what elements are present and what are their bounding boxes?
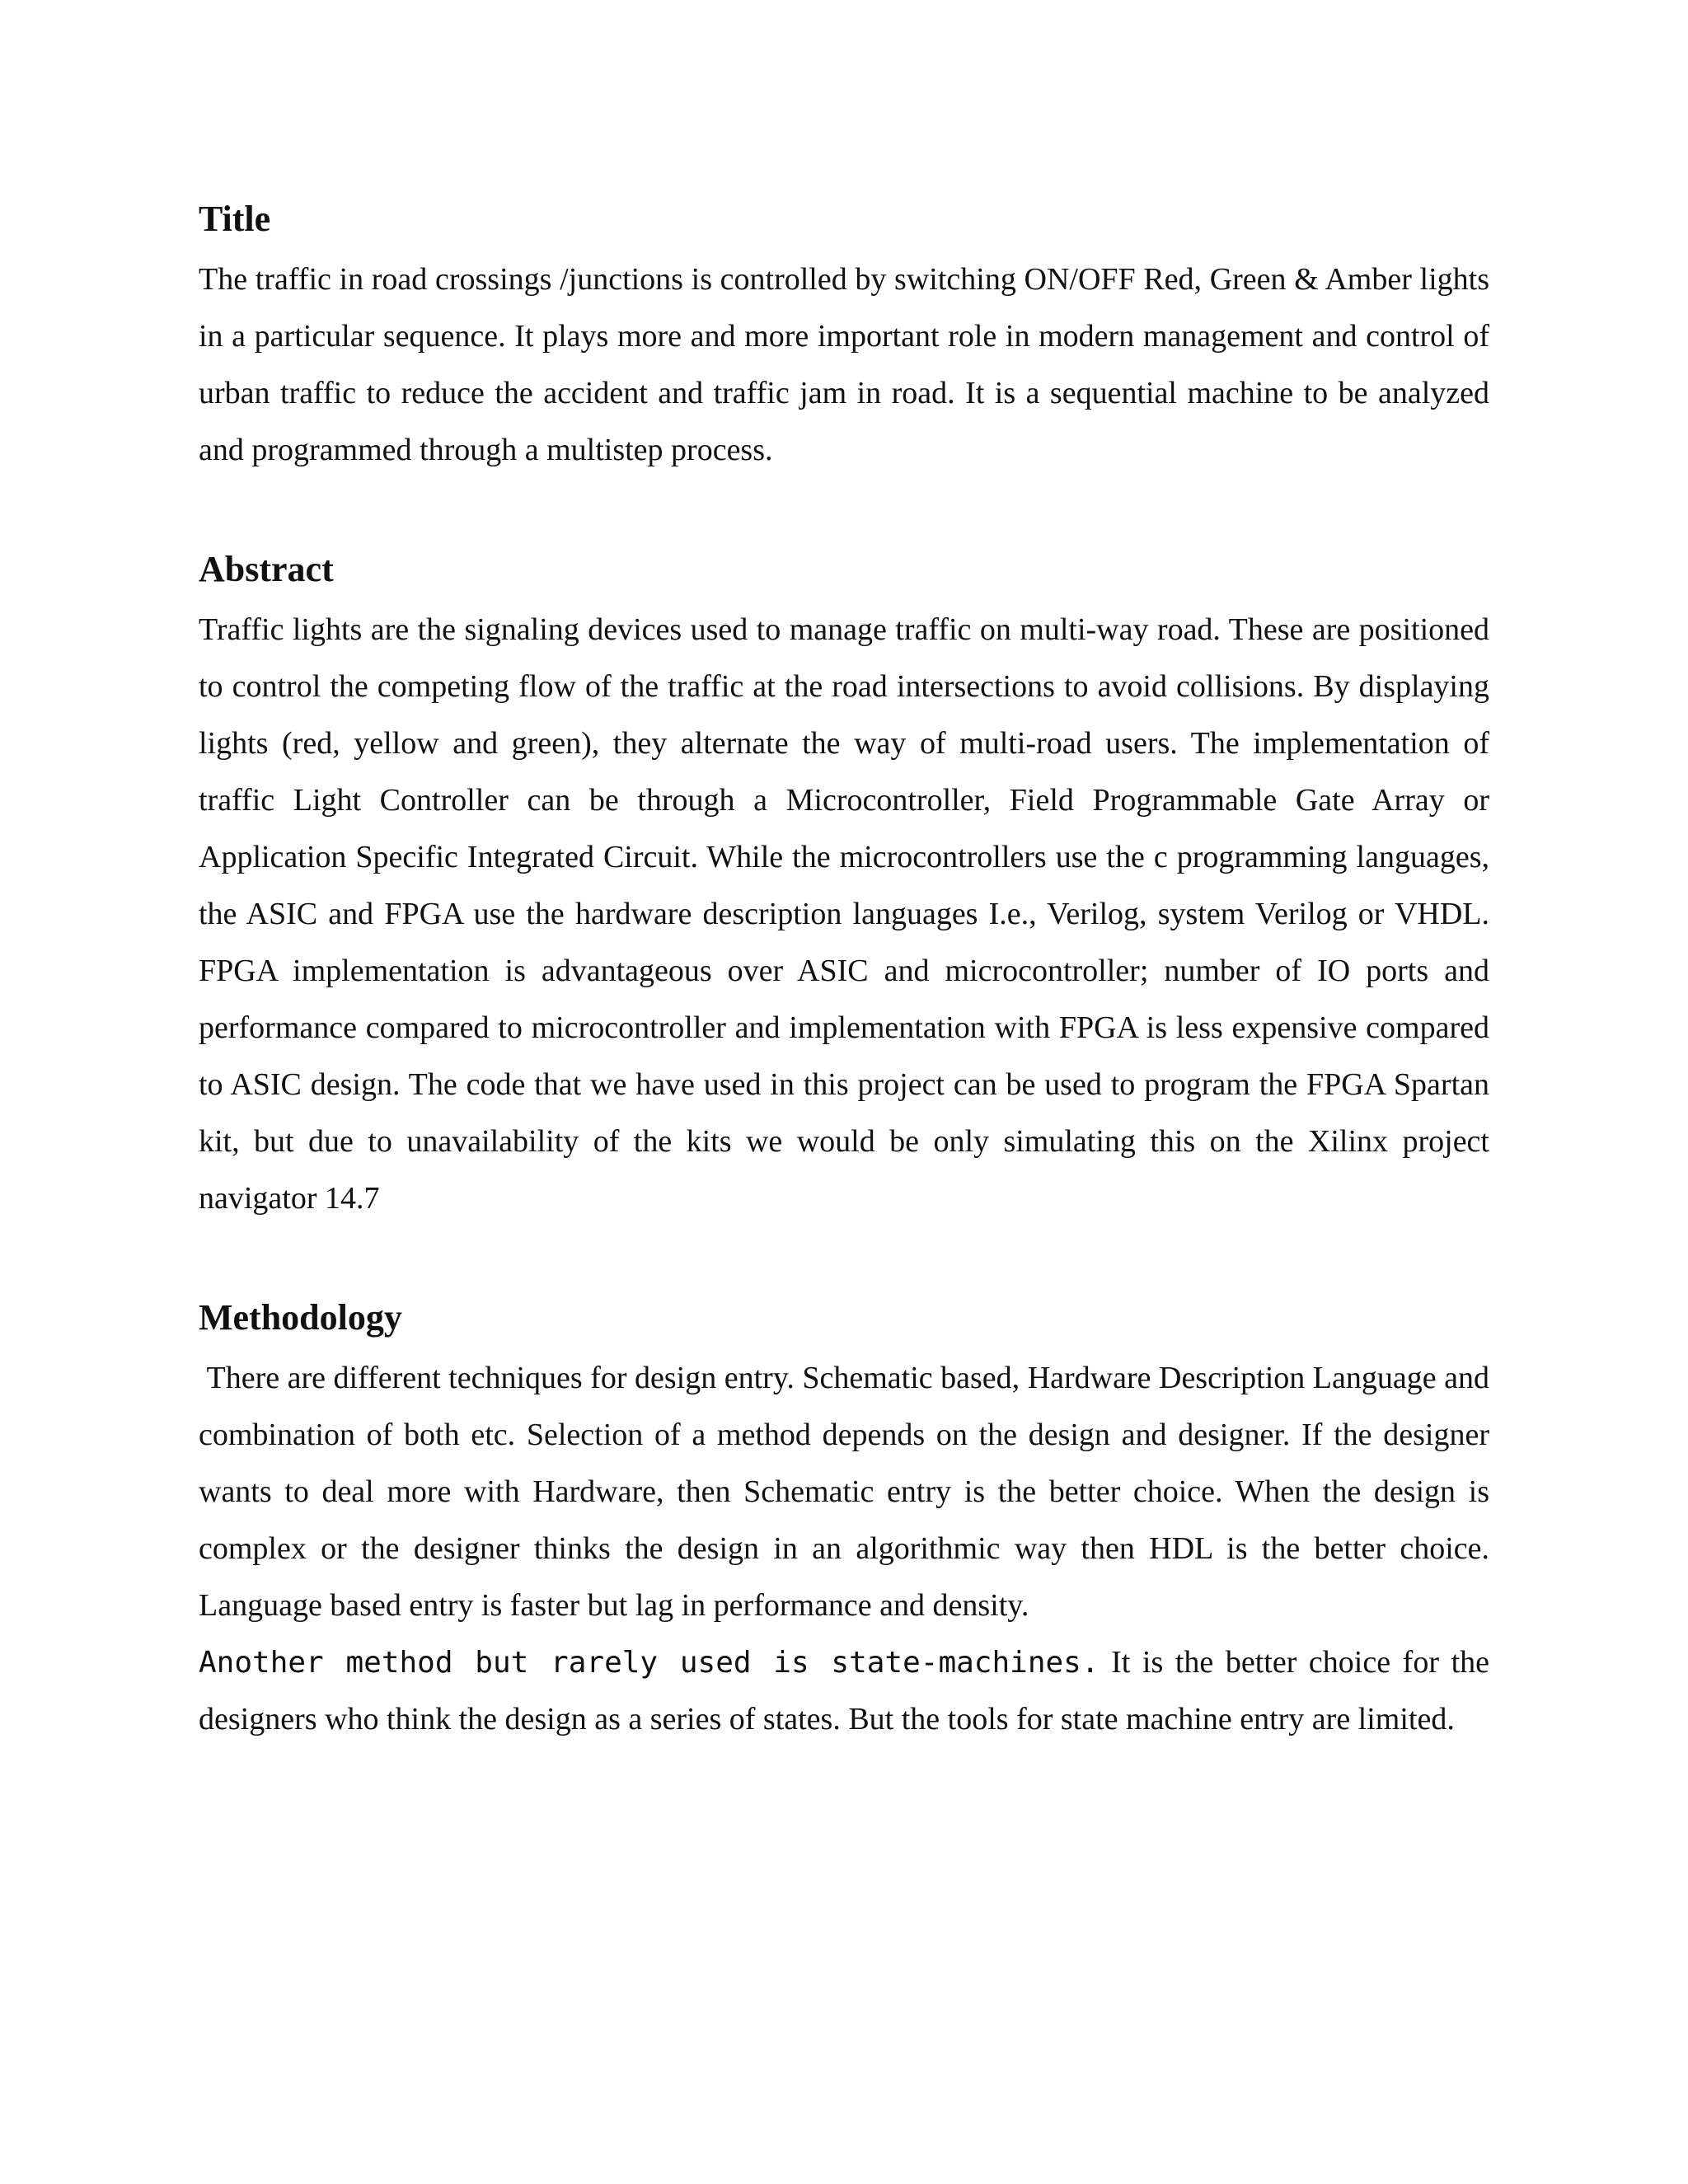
- abstract-paragraph: Traffic lights are the signaling devices used to manage traffic on multi-way road. These are positioned to control the competing flow of the traffic at the road intersections to avoid collisions. By displaying lights (red, yellow and green), they alternate the way of multi-road users. The implementation of traffic Light Controller can be through a Microcontroller, Field Programmable Gate Array or Application Specific Integrated Circuit. While the microcontrollers use the c programming languages, the ASIC and FPGA use the hardware description languages I.e., Verilog, system Verilog or VHDL. FPGA implementation is advantageous over ASIC and microcontroller; number of IO ports and performance compared to microcontroller and implementation with FPGA is less expensive compared to ASIC design. The code that we have used in this project can be used to program the FPGA Spartan kit, but due to unavailability of the kits we would be only simulating this on the Xilinx project navigator 14.7: [199, 612, 1498, 1216]
- title-paragraph: The traffic in road crossings /junctions is controlled by switching ON/OFF Red, Green & Amber lights in a particular sequence. It plays more and more important role in modern management and control of urban traffic to reduce the accident and traffic jam in road. It is a sequential machine to be analyzed and programmed through a multistep process.: [199, 262, 1498, 467]
- section-title: [199, 194, 1498, 479]
- methodology-mono-text: Another method but rarely used is state-machines.: [199, 1646, 1100, 1680]
- abstract-heading: Abstract: [199, 549, 334, 589]
- section-methodology: [199, 1292, 1498, 1748]
- title-heading: Title: [199, 199, 271, 239]
- methodology-rest-text: It is the better choice for the designers who think the design as a series of states. But the tools for state machine entry are limited.: [199, 1645, 1498, 1736]
- methodology-paragraph-2: [199, 1634, 1498, 1748]
- methodology-paragraph-1: There are different techniques for design entry. Schematic based, Hardware Description Language and combination of both etc. Selection of a method depends on the design and designer. If the designer wants to deal more with Hardware, then Schematic entry is the better choice. When the design is complex or the designer thinks the design in an algorithmic way then HDL is the better choice. Language based entry is faster but lag in performance and density.: [199, 1361, 1498, 1623]
- section-abstract: [199, 544, 1498, 1227]
- document-content: [199, 194, 1498, 1748]
- methodology-heading: Methodology: [199, 1297, 402, 1338]
